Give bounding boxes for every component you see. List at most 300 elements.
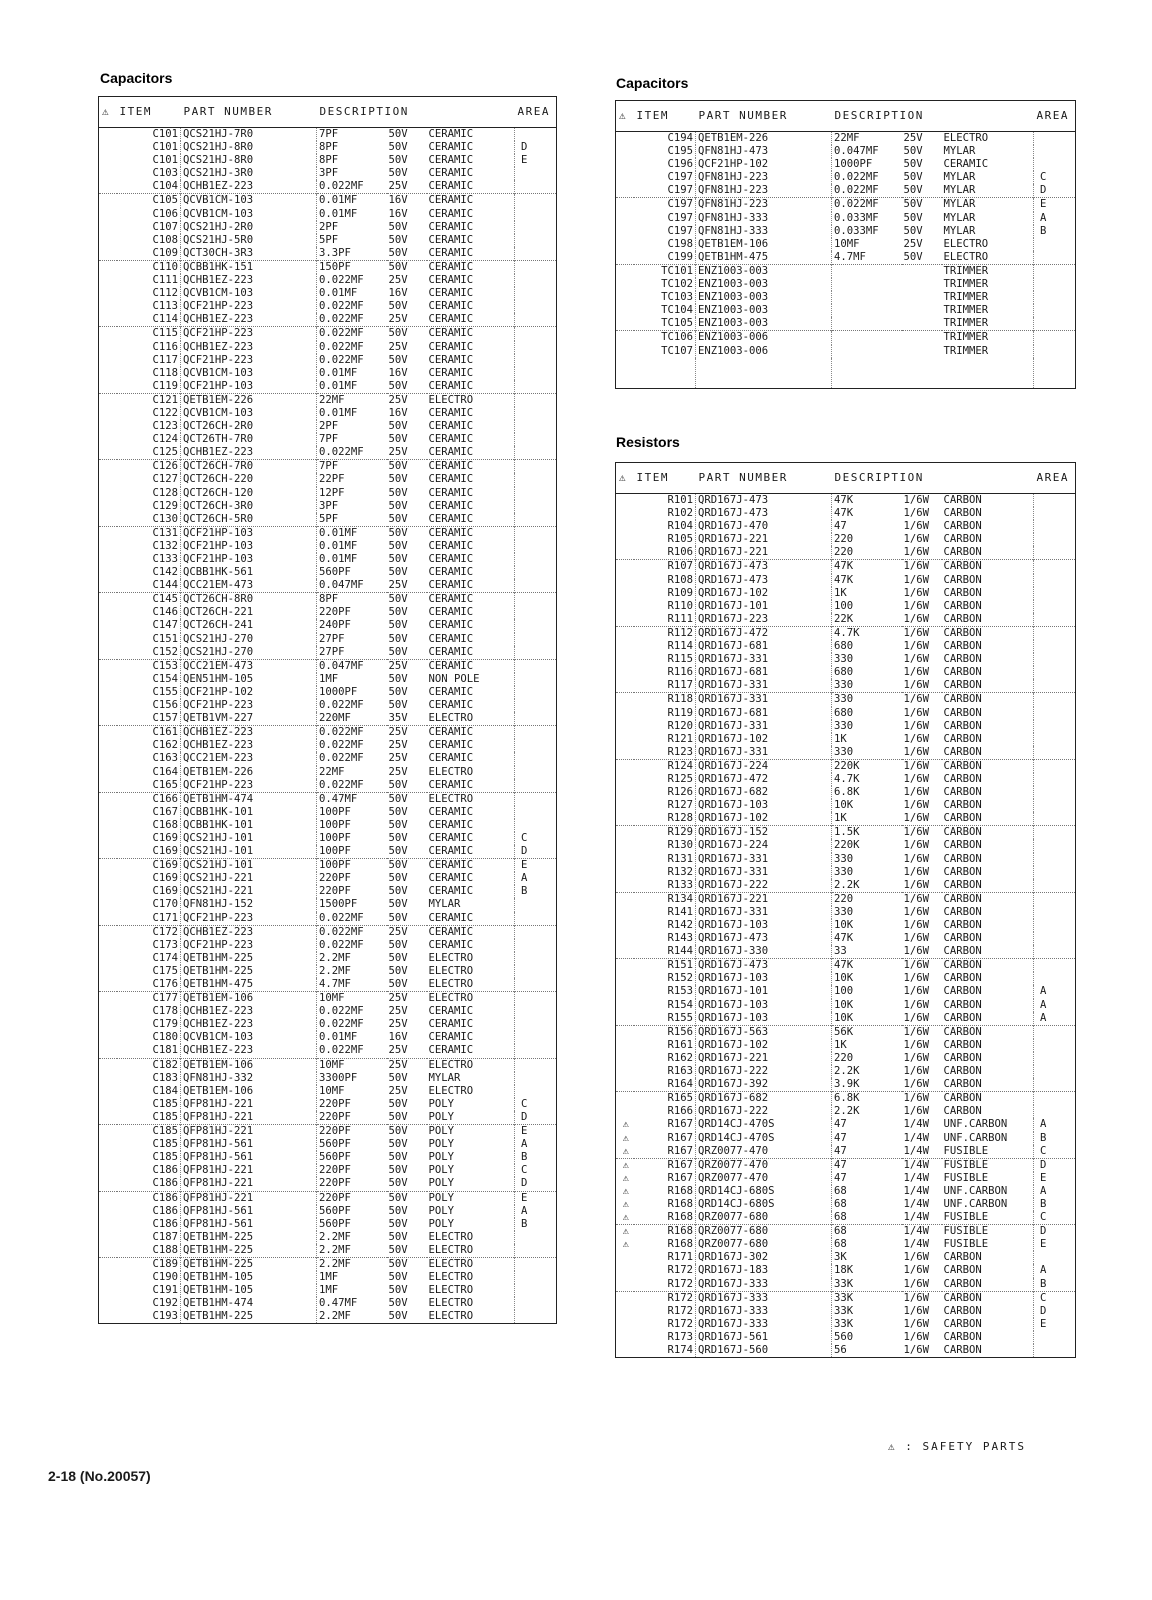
safety-icon xyxy=(99,393,117,407)
safety-icon xyxy=(99,619,117,632)
part-number-header: PART NUMBER xyxy=(696,463,832,494)
empty-cell xyxy=(902,358,942,389)
area-code xyxy=(515,407,557,420)
table-row xyxy=(616,251,1076,265)
item-code: C103 xyxy=(117,167,181,180)
type: ELECTRO xyxy=(943,250,989,263)
safety-parts-note: ⚠ : SAFETY PARTS xyxy=(888,1440,1026,1453)
rating: 1/6W xyxy=(903,1011,930,1024)
rating: 1/6W xyxy=(902,1291,942,1305)
type: CARBON xyxy=(943,852,982,865)
safety-icon: ⚠ xyxy=(622,1239,629,1251)
table-row xyxy=(99,845,557,859)
part-number: QRZ0077-470 xyxy=(696,1172,832,1185)
safety-icon xyxy=(99,300,117,313)
type: CERAMIC xyxy=(428,579,474,592)
item-code: C185 xyxy=(117,1138,181,1151)
part-number: QCS21HJ-270 xyxy=(181,646,317,660)
area-code: D xyxy=(515,845,557,859)
value: 220PF xyxy=(319,885,351,898)
rating: 1/6W xyxy=(902,560,942,574)
type: ELECTRO xyxy=(943,132,989,144)
part-number: QCHB1EZ-223 xyxy=(181,1005,317,1018)
type: MYLAR xyxy=(943,171,976,184)
type: CARBON xyxy=(943,573,982,586)
item-code: C186 xyxy=(117,1164,181,1177)
part-number-header: PART NUMBER xyxy=(696,101,832,132)
table-row xyxy=(99,167,557,180)
type: CARBON xyxy=(943,640,982,653)
value: 0.022MF xyxy=(319,180,364,193)
rating: 1/6W xyxy=(903,653,930,666)
part-number: QRD167J-470 xyxy=(696,520,832,533)
safety-icon xyxy=(616,251,634,265)
rating: 50V xyxy=(388,154,408,167)
resistor-table xyxy=(615,462,1076,1358)
safety-icon xyxy=(616,304,634,317)
left-capacitor-table xyxy=(98,96,557,1324)
table-row xyxy=(616,1092,1076,1106)
rating: 1/6W xyxy=(903,507,930,520)
table-row xyxy=(99,633,557,646)
area-code xyxy=(515,898,557,911)
area-code xyxy=(1034,707,1076,720)
item-code: R117 xyxy=(634,679,696,693)
rating: 25V xyxy=(388,1044,408,1057)
table-row xyxy=(99,739,557,752)
value: 560PF xyxy=(319,1151,351,1164)
area-code xyxy=(1034,720,1076,733)
rating: 50V xyxy=(903,158,923,171)
item-code: C119 xyxy=(117,380,181,394)
type: CERAMIC xyxy=(428,366,474,379)
value: 1K xyxy=(834,732,847,745)
value: 4.7MF xyxy=(834,250,866,263)
safety-icon xyxy=(616,198,634,212)
area-code xyxy=(515,513,557,527)
table-row xyxy=(616,1211,1076,1225)
table-row xyxy=(99,992,557,1006)
empty-cell xyxy=(634,358,696,389)
safety-icon xyxy=(616,560,634,574)
safety-icon xyxy=(99,247,117,261)
item-code: C177 xyxy=(117,992,181,1006)
item-code: C126 xyxy=(117,460,181,474)
table-row xyxy=(99,433,557,446)
area-code xyxy=(515,646,557,660)
table-row xyxy=(616,693,1076,707)
type: CARBON xyxy=(943,612,982,625)
value: 1MF xyxy=(319,1271,339,1284)
rating xyxy=(902,264,942,278)
part-number: QCVB1CM-103 xyxy=(181,367,317,380)
item-code: R132 xyxy=(634,866,696,879)
type: UNF.CARBON xyxy=(943,1118,1008,1131)
area-code: C xyxy=(1034,1211,1076,1225)
table-row xyxy=(99,1072,557,1085)
part-number: QRD167J-473 xyxy=(696,507,832,520)
value: 33K xyxy=(834,1277,854,1290)
area-code xyxy=(1034,919,1076,932)
item-code: R126 xyxy=(634,786,696,799)
type: CARBON xyxy=(943,772,982,785)
area-code xyxy=(1034,786,1076,799)
part-number: QCF21HP-223 xyxy=(181,699,317,712)
part-number: QFN81HJ-333 xyxy=(696,212,832,225)
rating: 50V xyxy=(388,898,408,911)
safety-icon xyxy=(99,1271,117,1284)
rating: 50V xyxy=(388,1297,408,1310)
safety-icon xyxy=(616,999,634,1012)
safety-icon xyxy=(99,1098,117,1111)
type: CERAMIC xyxy=(428,512,474,525)
part-number: QETB1HM-225 xyxy=(181,1231,317,1244)
item-code: C144 xyxy=(117,579,181,593)
rating: 50V xyxy=(388,353,408,366)
value: 5PF xyxy=(319,233,339,246)
table-row xyxy=(99,712,557,726)
table-row xyxy=(616,892,1076,906)
item-code: R154 xyxy=(634,999,696,1012)
area-code xyxy=(515,247,557,261)
item-code: C174 xyxy=(117,952,181,965)
table-row xyxy=(616,919,1076,932)
safety-icon xyxy=(99,712,117,726)
safety-icon xyxy=(99,952,117,965)
area-code xyxy=(1034,892,1076,906)
table-row xyxy=(616,560,1076,574)
type: CERAMIC xyxy=(428,313,474,326)
item-code: C117 xyxy=(117,354,181,367)
table-row xyxy=(99,925,557,939)
type: TRIMMER xyxy=(943,291,989,304)
safety-icon xyxy=(616,264,634,278)
area-header: AREA xyxy=(515,97,557,128)
item-code: TC101 xyxy=(634,264,696,278)
type: CERAMIC xyxy=(428,433,474,446)
type: CARBON xyxy=(942,1291,1034,1305)
value: 330 xyxy=(834,745,854,758)
part-number: QETB1EM-106 xyxy=(181,1058,317,1072)
area-code xyxy=(1034,666,1076,679)
safety-icon xyxy=(616,613,634,627)
item-code: C169 xyxy=(117,885,181,898)
part-number: QEN51HM-105 xyxy=(181,673,317,686)
rating: 1/6W xyxy=(903,772,930,785)
area-code xyxy=(1034,600,1076,613)
area-code: D xyxy=(1034,1158,1076,1172)
item-code: R167 xyxy=(634,1118,696,1131)
table-row xyxy=(99,500,557,513)
item-code: C197 xyxy=(634,198,696,212)
value: 220K xyxy=(834,839,860,852)
item-code: R168 xyxy=(634,1238,696,1251)
item-code: R172 xyxy=(634,1305,696,1318)
item-code: R172 xyxy=(634,1318,696,1331)
item-code: C187 xyxy=(117,1231,181,1244)
type: CARBON xyxy=(942,1092,1034,1106)
value: 47K xyxy=(834,932,854,945)
value: 47K xyxy=(832,959,902,973)
item-code: C180 xyxy=(117,1031,181,1044)
safety-icon xyxy=(99,1005,117,1018)
type: ELECTRO xyxy=(428,964,474,977)
table-row xyxy=(616,1025,1076,1039)
table-row xyxy=(616,212,1076,225)
rating: 50V xyxy=(388,1243,408,1256)
rating: 50V xyxy=(903,250,923,263)
item-code: C166 xyxy=(117,792,181,806)
safety-icon xyxy=(99,1138,117,1151)
part-number: QRD167J-224 xyxy=(696,839,832,852)
value: 0.01MF xyxy=(317,194,387,208)
value: 3PF xyxy=(319,167,339,180)
rating: 50V xyxy=(903,224,923,237)
table-row xyxy=(99,300,557,313)
value: 8PF xyxy=(319,154,339,167)
type: ELECTRO xyxy=(427,992,515,1006)
type: CARBON xyxy=(943,1078,982,1091)
value: 0.047MF xyxy=(834,145,879,158)
safety-icon: ⚠ xyxy=(622,1185,629,1197)
item-code: R143 xyxy=(634,932,696,945)
type: CARBON xyxy=(943,839,982,852)
value: 0.022MF xyxy=(319,778,364,791)
part-number: QCS21HJ-7R0 xyxy=(181,128,317,142)
part-number: QFP81HJ-221 xyxy=(181,1098,317,1111)
value: 0.022MF xyxy=(317,726,387,740)
type: ELECTRO xyxy=(428,712,474,725)
item-code: R166 xyxy=(634,1105,696,1118)
table-row xyxy=(616,1132,1076,1145)
item-code: C115 xyxy=(117,327,181,341)
safety-icon xyxy=(99,460,117,474)
safety-icon: ⚠ xyxy=(622,1172,629,1184)
safety-icon: ⚠ xyxy=(616,1158,634,1172)
table-row xyxy=(99,341,557,354)
safety-icon xyxy=(616,533,634,546)
table-row xyxy=(616,879,1076,893)
type: TRIMMER xyxy=(943,278,989,291)
rating: 1/6W xyxy=(903,1038,930,1051)
table-row xyxy=(616,613,1076,627)
area-code xyxy=(515,952,557,965)
item-code: C186 xyxy=(117,1205,181,1218)
item-code: C132 xyxy=(117,540,181,553)
item-code: R134 xyxy=(634,892,696,906)
value: 330 xyxy=(834,852,854,865)
rating: 50V xyxy=(388,818,408,831)
area-code: A xyxy=(1034,999,1076,1012)
safety-icon: ⚠ xyxy=(622,1198,629,1210)
value: 7PF xyxy=(319,128,339,140)
type: ELECTRO xyxy=(427,792,515,806)
item-code: R172 xyxy=(634,1264,696,1277)
table-row xyxy=(99,1005,557,1018)
table-row xyxy=(99,287,557,300)
safety-icon xyxy=(616,812,634,826)
value xyxy=(832,278,902,291)
part-number: ENZ1003-003 xyxy=(696,278,832,291)
rating xyxy=(902,331,942,345)
rating: 1/6W xyxy=(902,959,942,973)
rating: 1/6W xyxy=(903,520,930,533)
area-code xyxy=(1034,812,1076,826)
type: MYLAR xyxy=(428,1071,461,1084)
rating: 50V xyxy=(388,606,408,619)
type: CARBON xyxy=(942,626,1034,640)
area-code xyxy=(1034,546,1076,560)
safety-icon xyxy=(616,212,634,225)
area-code xyxy=(515,659,557,673)
safety-icon xyxy=(616,278,634,291)
table-row xyxy=(99,766,557,779)
value: 68 xyxy=(834,1184,847,1197)
area-code xyxy=(1034,331,1076,345)
part-number: QETB1HM-474 xyxy=(181,792,317,806)
safety-icon xyxy=(616,1078,634,1092)
table-row xyxy=(99,141,557,154)
type: CARBON xyxy=(943,932,982,945)
item-code: C167 xyxy=(117,806,181,819)
area-code xyxy=(1034,304,1076,317)
type: ELECTRO xyxy=(428,1271,474,1284)
item-code: C197 xyxy=(634,212,696,225)
area-code xyxy=(1034,1078,1076,1092)
value: 47K xyxy=(834,573,854,586)
rating: 50V xyxy=(387,460,427,474)
area-code xyxy=(1034,839,1076,852)
item-code: C169 xyxy=(117,872,181,885)
area-code: E xyxy=(1034,1238,1076,1251)
rating: 50V xyxy=(388,433,408,446)
area-code xyxy=(515,1031,557,1044)
part-number: QETB1EM-226 xyxy=(181,393,317,407)
rating: 50V xyxy=(388,420,408,433)
safety-icon xyxy=(99,553,117,566)
area-code xyxy=(1034,653,1076,666)
rating: 1/4W xyxy=(902,1225,942,1239)
value: 560 xyxy=(834,1330,854,1343)
rating: 1/4W xyxy=(903,1211,930,1224)
type: CERAMIC xyxy=(428,632,474,645)
part-number: QCF21HP-103 xyxy=(181,380,317,394)
table-row xyxy=(616,959,1076,973)
table-row xyxy=(99,686,557,699)
area-code xyxy=(515,180,557,194)
part-number: QRD167J-473 xyxy=(696,574,832,587)
area-code xyxy=(515,433,557,446)
item-code: R112 xyxy=(634,626,696,640)
safety-icon xyxy=(616,786,634,799)
area-code xyxy=(1034,799,1076,812)
safety-icon xyxy=(99,779,117,793)
area-code xyxy=(515,726,557,740)
type: UNF.CARBON xyxy=(943,1197,1008,1210)
type: CERAMIC xyxy=(428,486,474,499)
safety-icon xyxy=(99,540,117,553)
item-code: R174 xyxy=(634,1344,696,1358)
rating: 50V xyxy=(387,859,427,873)
value: 2.2K xyxy=(834,878,860,891)
table-row xyxy=(616,1238,1076,1251)
part-number: QCVB1CM-103 xyxy=(181,407,317,420)
type: CERAMIC xyxy=(428,353,474,366)
type: CARBON xyxy=(943,878,982,891)
item-code: C190 xyxy=(117,1271,181,1284)
part-number: QCF21HP-103 xyxy=(181,553,317,566)
item-code: R165 xyxy=(634,1092,696,1106)
table-row xyxy=(616,304,1076,317)
area-code xyxy=(515,128,557,142)
empty-cell xyxy=(832,358,902,389)
safety-icon xyxy=(99,287,117,300)
part-number: QFP81HJ-221 xyxy=(181,1125,317,1139)
type: CARBON xyxy=(943,919,982,931)
type: FUSIBLE xyxy=(943,1144,989,1157)
rating: 1/6W xyxy=(903,706,930,719)
part-number: QCHB1EZ-223 xyxy=(181,341,317,354)
area-code: C xyxy=(1034,1291,1076,1305)
area-code xyxy=(515,327,557,341)
table-row xyxy=(616,1012,1076,1026)
table-row xyxy=(99,1138,557,1151)
table-row xyxy=(616,1278,1076,1292)
type: CERAMIC xyxy=(428,473,474,486)
safety-icon xyxy=(616,720,634,733)
area-code xyxy=(515,287,557,300)
safety-icon xyxy=(99,832,117,845)
area-code: C xyxy=(1034,1145,1076,1159)
description-header: DESCRIPTION xyxy=(832,101,1034,132)
safety-icon xyxy=(99,739,117,752)
value: 47 xyxy=(834,1131,847,1144)
type: CERAMIC xyxy=(428,180,474,193)
item-code: C113 xyxy=(117,300,181,313)
area-code xyxy=(515,992,557,1006)
part-number: QCHB1EZ-223 xyxy=(181,313,317,327)
safety-icon xyxy=(616,1105,634,1118)
safety-icon xyxy=(99,646,117,660)
part-number: QCHB1EZ-223 xyxy=(181,180,317,194)
part-number: QCF21HP-102 xyxy=(696,158,832,171)
table-row xyxy=(99,1164,557,1177)
value: 5PF xyxy=(319,512,339,525)
part-number: QRD167J-101 xyxy=(696,600,832,613)
value: 3PF xyxy=(319,499,339,512)
type: CARBON xyxy=(943,653,982,666)
area-code: A xyxy=(1034,212,1076,225)
safety-icon xyxy=(99,606,117,619)
safety-icon xyxy=(616,679,634,693)
type: POLY xyxy=(428,1097,455,1110)
value: 100PF xyxy=(319,831,351,844)
table-row xyxy=(99,260,557,274)
item-header: ITEM xyxy=(117,97,181,128)
rating: 50V xyxy=(388,1310,408,1323)
area-code xyxy=(515,566,557,579)
rating: 50V xyxy=(388,1138,408,1151)
rating: 1/6W xyxy=(903,865,930,878)
table-row xyxy=(616,640,1076,653)
safety-icon xyxy=(616,317,634,331)
part-number: QFP81HJ-561 xyxy=(181,1205,317,1218)
table-row xyxy=(99,513,557,527)
type: NON POLE xyxy=(428,672,480,685)
value: 0.022MF xyxy=(834,171,879,184)
part-number: QRD167J-102 xyxy=(696,587,832,600)
part-number: QRD167J-222 xyxy=(696,879,832,893)
